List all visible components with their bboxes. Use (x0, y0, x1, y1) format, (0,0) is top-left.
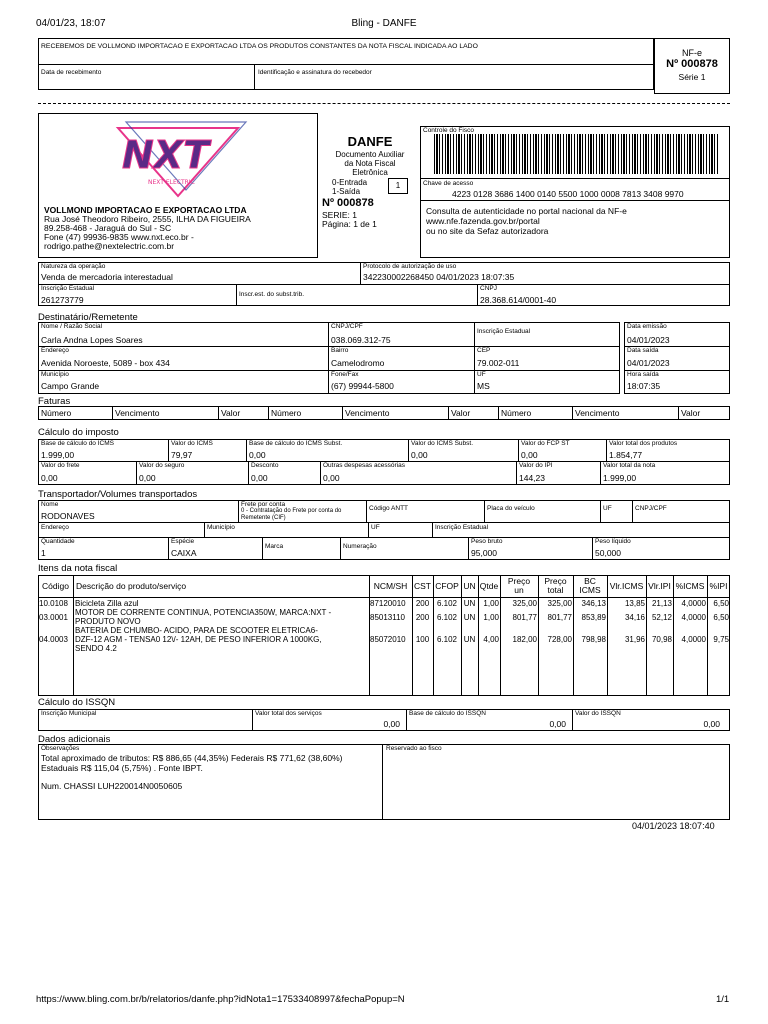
dest-uf: MS (477, 381, 490, 391)
outras-value: 0,00 (323, 473, 340, 483)
dest-municipio: Campo Grande (41, 381, 100, 391)
issqn-valor: 0,00 (703, 719, 720, 729)
natureza-label: Natureza da operação (41, 263, 106, 270)
natureza-value: Venda de mercadoria interestadual (41, 272, 173, 282)
cell-preco-total: 325,00 (547, 599, 572, 608)
th-descricao: Descrição do produto/serviço (76, 581, 187, 591)
bc-st-label: Base de cálculo do ICMS Subst. (249, 440, 343, 447)
obs-label: Observações (41, 745, 80, 752)
company-logo (112, 118, 252, 200)
th-p-icms: %ICMS (675, 581, 705, 591)
produtos-label: Valor total dos produtos (609, 440, 678, 447)
bc-icms-value: 1.999,00 (41, 450, 75, 460)
cell-cst: 100 (415, 635, 430, 644)
transp-nome: RODONAVES (41, 511, 95, 521)
transp-marca-label: Marca (265, 543, 284, 550)
outras-label: Outras despesas acessórias (323, 462, 406, 469)
cell-ncm: 85013110 (370, 613, 405, 622)
cell-ncm: 85072010 (370, 635, 406, 644)
dest-nome: Carla Andna Lopes Soares (41, 335, 143, 345)
saida-value: 04/01/2023 (627, 358, 670, 368)
cell-vlr-icms: 34,16 (624, 613, 645, 622)
cell-codigo: 04.0003 (39, 635, 68, 644)
transp-uf2-label: UF (371, 524, 380, 531)
cell-un: UN (463, 613, 476, 622)
cell-un: UN (463, 599, 476, 608)
cell-preco-total: 801,77 (547, 613, 572, 622)
cell-cfop: 6.102 (436, 635, 458, 644)
protocolo-value: 342230002268450 04/01/2023 18:07:35 (363, 272, 515, 282)
cell-p-ipi: 6,50 (713, 613, 729, 622)
cell-cst: 200 (415, 613, 430, 622)
cell-cst: 200 (415, 599, 430, 608)
barcode (434, 134, 718, 174)
cell-descricao-cont: SENDO 4.2 (75, 644, 117, 653)
nota-value: 1.999,00 (603, 473, 637, 483)
th-un: UN (463, 581, 476, 591)
fcp-label: Valor do FCP ST (521, 440, 570, 447)
emissao-value: 04/01/2023 (627, 335, 670, 345)
dest-nome-label: Nome / Razão Social (41, 323, 103, 330)
dest-fone: (67) 99944-5800 (331, 381, 394, 391)
bc-icms-label: Base de cálculo do ICMS (41, 440, 114, 447)
th-cst: CST (414, 581, 431, 591)
obs-text-2: Estaduais R$ 115,04 (5,75%) . Fonte IBPT. (41, 763, 203, 773)
ipi-label: Valor do IPI (519, 462, 553, 469)
transp-uf-label: UF (603, 505, 612, 512)
cell-p-ipi: 6,50 (713, 599, 729, 608)
transp-ie-label: Inscrição Estadual (435, 524, 489, 531)
section-issqn: Cálculo do ISSQN (38, 697, 116, 708)
transp-liquido: 50,000 (595, 548, 621, 558)
dest-endereco-label: Endereço (41, 347, 69, 354)
fatura-numero-3: Número (501, 408, 532, 418)
transp-placa-label: Placa do veículo (487, 505, 535, 512)
cell-p-ipi: 9,75 (713, 635, 729, 644)
cell-cfop: 6.102 (436, 613, 458, 622)
cell-codigo: 10.0108 (39, 599, 68, 608)
nfe-label: NF-e (682, 48, 702, 58)
frete-value: 0,00 (41, 473, 58, 483)
transp-especie-label: Espécie (171, 538, 195, 545)
issqn-valor-label: Valor do ISSQN (575, 710, 621, 717)
footer-datetime: 04/01/2023 18:07:40 (632, 821, 715, 831)
cnpj-label: CNPJ (480, 285, 497, 292)
dest-cep-label: CEP (477, 347, 491, 354)
icms-value: 79,97 (171, 450, 193, 460)
cnpj-value: 28.368.614/0001-40 (480, 295, 557, 305)
cell-preco-total: 728,00 (547, 635, 572, 644)
obs-text-3: Num. CHASSI LUH220014N0050605 (41, 781, 183, 791)
th-vlr-icms: Vlr.ICMS (609, 581, 644, 591)
dest-bairro-label: Bairro (331, 347, 349, 354)
dest-cpf: 038.069.312-75 (331, 335, 391, 345)
section-faturas: Faturas (38, 396, 71, 407)
emitter-address: Rua José Theodoro Ribeiro, 2555, ILHA DA FIGUEIRA (44, 214, 251, 224)
transp-nome-label: Nome (41, 501, 59, 508)
danfe-tipo: 1 (388, 178, 408, 194)
iest-label: Inscr.est. do subst.trib. (239, 291, 305, 298)
protocolo-label: Protocolo de autorização de uso (363, 263, 457, 270)
issqn-servicos-label: Valor total dos serviços (255, 710, 322, 717)
transp-cnpj-label: CNPJ/CPF (635, 505, 667, 512)
frete-label: Valor do frete (41, 462, 80, 469)
cell-vlr-ipi: 70,98 (651, 635, 672, 644)
th-preco-total: Preço total (544, 576, 567, 595)
page-title: Bling - DANFE (351, 18, 417, 29)
page-url: https://www.bling.com.br/b/relatorios/danfe.php?idNota1=17533408997&fechaPopup=N (36, 994, 405, 1005)
section-itens: Itens da nota fiscal (38, 563, 118, 574)
cell-qtde: 4,00 (483, 635, 499, 644)
seguro-value: 0,00 (139, 473, 156, 483)
cell-vlr-icms: 13,85 (624, 599, 645, 608)
emitter-city: 89.258-468 - Jaraguá do Sul - SC (44, 223, 172, 233)
cell-descricao: MOTOR DE CORRENTE CONTINUA, POTENCIA350W, MARCA:NXT - (75, 608, 332, 617)
danfe-tipo-options: 0-Entrada 1-Saída (332, 178, 368, 196)
th-p-ipi: %IPI (709, 581, 728, 591)
section-destinatario: Destinatário/Remetente (38, 312, 138, 323)
th-bc-icms: BC ICMS (579, 576, 601, 595)
receipt-text: RECEBEMOS DE VOLLMOND IMPORTACAO E EXPORTACAO LTDA OS PRODUTOS CONSTANTES DA NOTA FISCAL INDICADA AO LADO (41, 43, 478, 50)
cell-p-icms: 4,0000 (681, 635, 706, 644)
dest-uf-label: UF (477, 371, 486, 378)
ie-value: 261273779 (41, 295, 84, 305)
icms-label: Valor do ICMS (171, 440, 213, 447)
danfe-serie: SERIE: 1 (322, 210, 357, 220)
issqn-servicos: 0,00 (383, 719, 400, 729)
icms-st-label: Valor do ICMS Subst. (411, 440, 474, 447)
emissao-label: Data emissão (627, 323, 667, 330)
cell-p-icms: 4,0000 (681, 613, 706, 622)
dest-ie-label: Inscrição Estadual (477, 328, 531, 335)
fisco-label: Reservado ao fisco (386, 745, 442, 752)
print-datetime: 04/01/23, 18:07 (36, 18, 106, 29)
emitter-email: rodrigo.pathe@nextelectric.com.br (44, 241, 175, 251)
nfe-number: Nº 000878 (666, 58, 718, 70)
seguro-label: Valor do seguro (139, 462, 185, 469)
transp-bruto-label: Peso bruto (471, 538, 503, 545)
saida-label: Data saída (627, 347, 659, 354)
transp-qtd-label: Quantidade (41, 538, 75, 545)
ie-label: Inscrição Estadual (41, 285, 95, 292)
chave-value: 4223 0128 3686 1400 0140 5500 1000 0008 7813 3408 9970 (452, 189, 684, 199)
section-adicionais: Dados adicionais (38, 734, 111, 745)
cell-descricao: BATERIA DE CHUMBO- ACIDO, PARA DE SCOOTER ELETRICA6- (75, 626, 318, 635)
transp-bruto: 95,000 (471, 548, 497, 558)
danfe-title: DANFE (347, 134, 393, 149)
cell-vlr-ipi: 52,12 (651, 613, 672, 622)
transp-numeracao-label: Numeração (343, 543, 377, 550)
desconto-label: Desconto (251, 462, 279, 469)
bc-st-value: 0,00 (249, 450, 266, 460)
dest-cep: 79.002-011 (477, 358, 520, 368)
th-cfop: CFOP (435, 581, 459, 591)
consulta-text: Consulta de autenticidade no portal nacional da NF-e www.nfe.fazenda.gov.br/portal ou no site da Sefaz autorizadora (426, 206, 627, 236)
cell-cfop: 6.102 (436, 599, 458, 608)
transp-especie: CAIXA (171, 548, 197, 558)
receipt-sign-label: Identificação e assinatura do recebedor (258, 69, 372, 76)
cell-preco-un: 182,00 (512, 635, 537, 644)
cut-line (38, 103, 730, 104)
cell-ncm: 87120010 (370, 599, 406, 608)
cell-un: UN (463, 635, 476, 644)
cell-vlr-ipi: 21,13 (651, 599, 672, 608)
hora-label: Hora saída (627, 371, 659, 378)
fatura-numero-2: Número (271, 408, 302, 418)
logo-sub: NEXT ELECTRIC (148, 179, 195, 186)
section-transporte: Transportador/Volumes transportados (38, 489, 198, 500)
issqn-bc-label: Base de cálculo do ISSQN (409, 710, 486, 717)
issqn-bc: 0,00 (549, 719, 566, 729)
nfe-serie: Série 1 (678, 72, 706, 82)
hora-value: 18:07:35 (627, 381, 661, 391)
cell-bc-icms: 346,13 (581, 599, 606, 608)
cell-p-icms: 4,0000 (681, 599, 706, 608)
cell-vlr-icms: 31,96 (624, 635, 645, 644)
th-ncm: NCM/SH (373, 581, 408, 591)
cell-descricao: Bicicleta Zilla azul (75, 599, 139, 608)
nota-label: Valor total da nota (603, 462, 656, 469)
dest-fone-label: Fone/Fax (331, 371, 359, 378)
emitter-name: VOLLMOND IMPORTACAO E EXPORTACAO LTDA (44, 205, 247, 215)
chave-label: Chave de acesso (423, 180, 474, 187)
cell-descricao-cont: PRODUTO NOVO (75, 617, 141, 626)
transp-frete-1: 0 - Contratação do Frete por conta do (241, 508, 342, 514)
transp-municipio-label: Município (207, 524, 235, 531)
cell-qtde: 1,00 (483, 613, 499, 622)
th-vlr-ipi: Vlr.IPI (648, 581, 671, 591)
controle-label: Controle do Fisco (423, 127, 474, 134)
transp-frete-label: Frete por conta (241, 501, 286, 508)
cell-preco-un: 325,00 (512, 599, 537, 608)
cell-descricao-cont: DZF-12 AGM - TENSA0 12\/- 12AH, DE PESO INFERIOR A 1000KG, (75, 635, 322, 644)
fatura-vencimento-3: Vencimento (575, 408, 620, 418)
dest-bairro: Camelodromo (331, 358, 385, 368)
cell-codigo: 03.0001 (39, 613, 68, 622)
fatura-numero-1: Número (41, 408, 72, 418)
danfe-pagina: Página: 1 de 1 (322, 219, 377, 229)
receipt-date-label: Data de recebimento (41, 69, 102, 76)
produtos-value: 1.854,77 (609, 450, 643, 460)
transp-endereco-label: Endereço (41, 524, 69, 531)
dest-endereco: Avenida Noroeste, 5089 - box 434 (41, 358, 170, 368)
danfe-desc: Documento Auxiliar da Nota Fiscal Eletrônica (335, 150, 405, 177)
transp-liquido-label: Peso líquido (595, 538, 631, 545)
transp-qtd: 1 (41, 548, 46, 558)
fatura-valor-1: Valor (221, 408, 241, 418)
fatura-valor-3: Valor (681, 408, 701, 418)
cell-bc-icms: 798,98 (581, 635, 606, 644)
page-count: 1/1 (716, 994, 730, 1005)
logo-text: NXT (122, 133, 210, 177)
cell-bc-icms: 853,89 (581, 613, 606, 622)
th-codigo: Código (42, 581, 69, 591)
transp-antt-label: Código ANTT (369, 505, 409, 512)
issqn-im-label: Inscrição Municipal (41, 710, 97, 717)
dest-cpf-label: CNPJ/CPF (331, 323, 363, 330)
fcp-value: 0,00 (521, 450, 538, 460)
danfe-number: Nº 000878 (322, 197, 374, 209)
desconto-value: 0,00 (251, 473, 268, 483)
th-preco-un: Preço un (507, 576, 531, 595)
cell-preco-un: 801,77 (512, 613, 537, 622)
th-qtde: Qtde (479, 581, 499, 591)
fatura-valor-2: Valor (451, 408, 471, 418)
dest-municipio-label: Município (41, 371, 69, 378)
transp-frete-2: Remetente (CIF) (241, 515, 286, 521)
ipi-value: 144,23 (519, 473, 545, 483)
section-imposto: Cálculo do imposto (38, 427, 119, 438)
fatura-vencimento-1: Vencimento (115, 408, 160, 418)
cell-qtde: 1,00 (483, 599, 499, 608)
obs-text-1: Total aproximado de tributos: R$ 886,65 (44,35%) Federais R$ 771,62 (38,60%) (41, 753, 343, 763)
emitter-phone: Fone (47) 99936-9835 www.nxt.eco.br - (44, 232, 194, 242)
icms-st-value: 0,00 (411, 450, 428, 460)
fatura-vencimento-2: Vencimento (345, 408, 390, 418)
